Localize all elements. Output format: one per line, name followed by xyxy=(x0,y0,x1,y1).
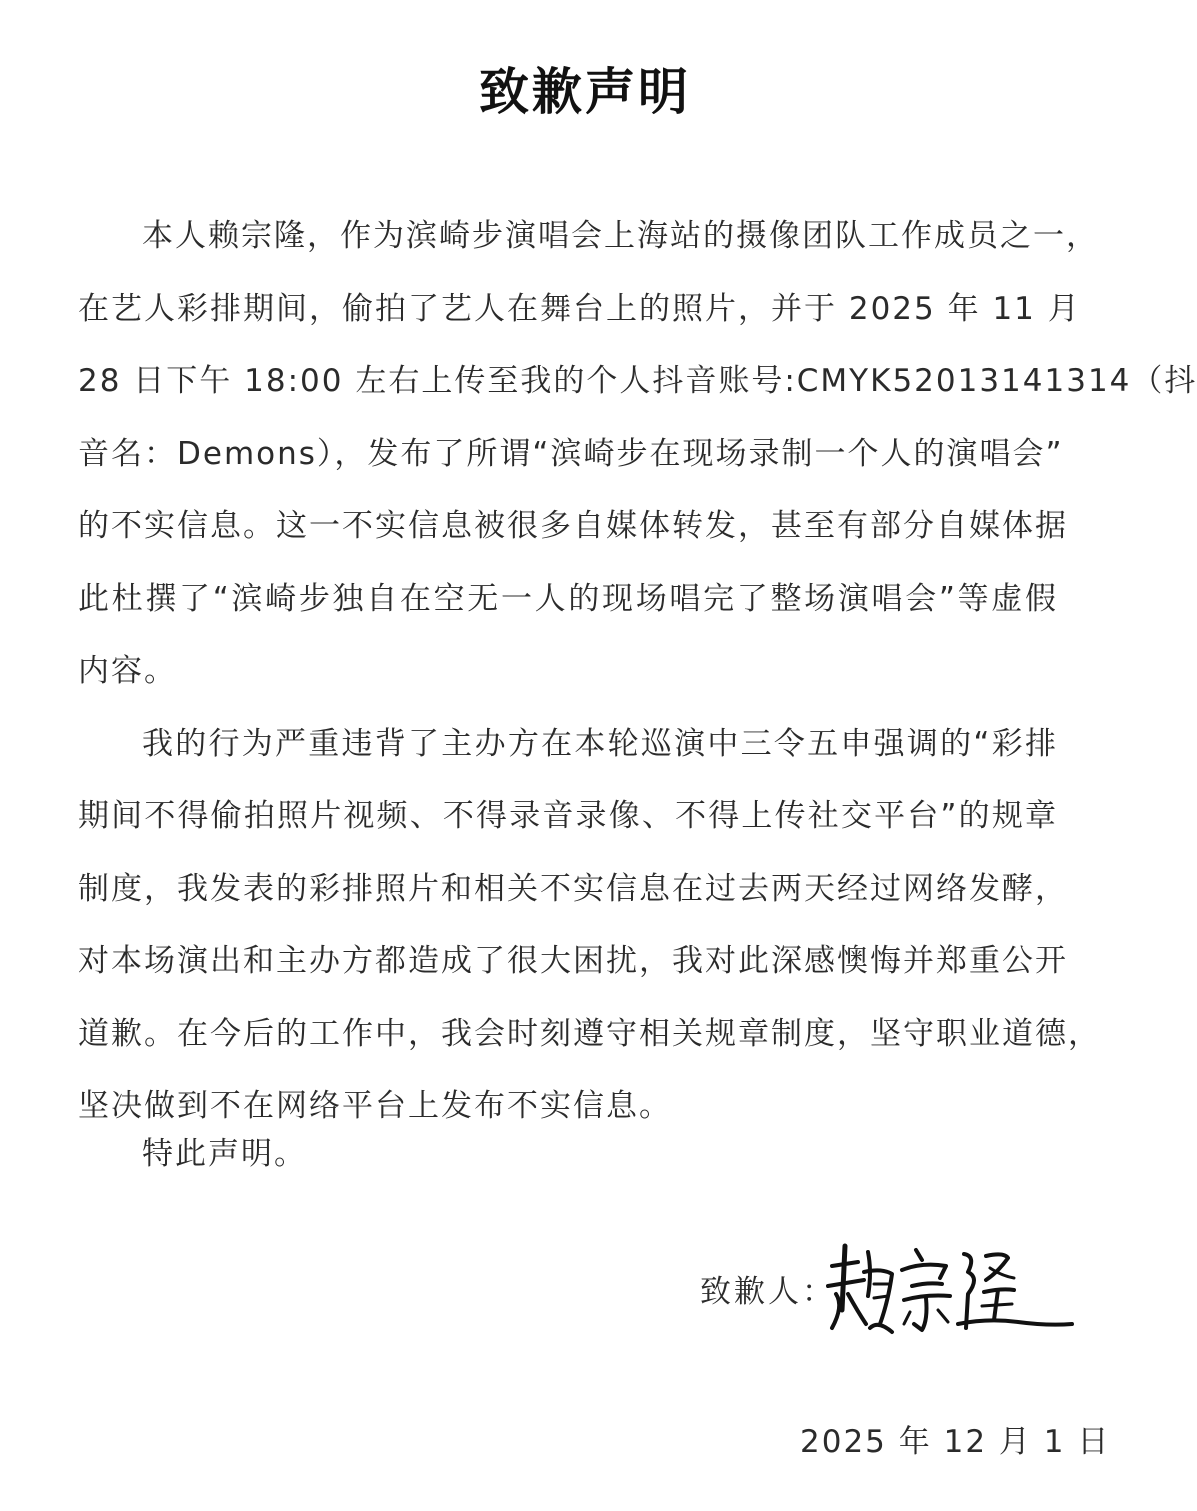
body-line: 音名：Demons），发布了所谓“滨崎步在现场录制一个人的演唱会” xyxy=(78,435,1064,472)
body-line: 对本场演出和主办方都造成了很大困扰，我对此深感懊悔并郑重公开 xyxy=(78,943,1068,979)
body-line: 28 日下午 18:00 左右上传至我的个人抖音账号:CMYK52013141314（抖 xyxy=(78,363,1197,399)
body-line: 我的行为严重违背了主办方在本轮巡演中三令五申强调的“彩排 xyxy=(142,725,1058,762)
body-line: 的不实信息。这一不实信息被很多自媒体转发，甚至有部分自媒体据 xyxy=(78,508,1068,544)
closing-remark: 特此声明。 xyxy=(142,1136,307,1172)
statement-title: 致歉声明 xyxy=(479,63,691,121)
body-line: 道歉。在今后的工作中，我会时刻遵守相关规章制度，坚守职业道德， xyxy=(78,1015,1101,1052)
body-line: 内容。 xyxy=(78,653,177,689)
body-line: 坚决做到不在网络平台上发布不实信息。 xyxy=(78,1088,672,1124)
handwritten-signature xyxy=(818,1232,1078,1352)
statement-date: 2025 年 12 月 1 日 xyxy=(800,1424,1111,1460)
statement-body xyxy=(78,200,1197,1143)
signer-label: 致歉人： xyxy=(700,1274,836,1310)
body-line: 在艺人彩排期间，偷拍了艺人在舞台上的照片，并于 2025 年 11 月 xyxy=(78,290,1081,327)
body-line: 制度，我发表的彩排照片和相关不实信息在过去两天经过网络发酵， xyxy=(78,870,1068,907)
body-line: 此杜撰了“滨崎步独自在空无一人的现场唱完了整场演唱会”等虚假 xyxy=(78,580,1058,617)
body-line: 本人赖宗隆，作为滨崎步演唱会上海站的摄像团队工作成员之一， xyxy=(142,218,1099,254)
body-line: 期间不得偷拍照片视频、不得录音录像、不得上传社交平台”的规章 xyxy=(78,798,1058,834)
